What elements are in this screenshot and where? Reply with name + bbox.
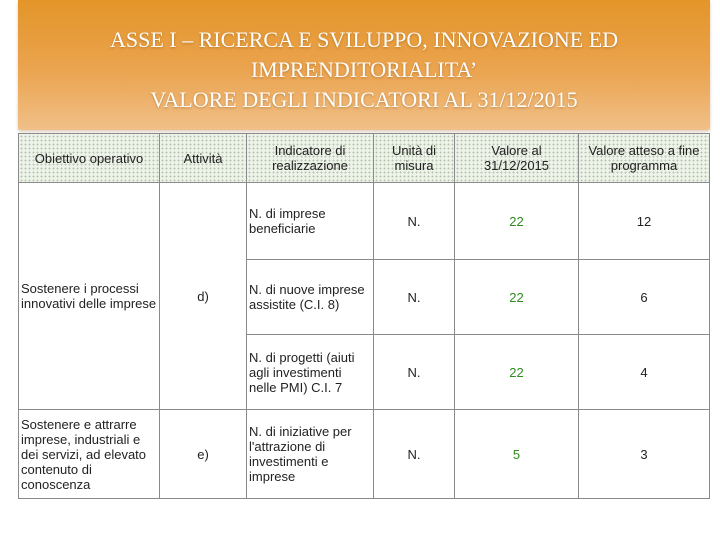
slide-title (18, 25, 710, 115)
header-indicator: Indicatore di realizzazione (247, 134, 374, 183)
header-unit: Unità di misura (374, 134, 455, 183)
expected-cell: 12 (579, 183, 710, 260)
expected-cell: 6 (579, 260, 710, 335)
indicators-table (18, 133, 710, 499)
unit-cell: N. (374, 410, 455, 499)
value-cell: 22 (455, 183, 579, 260)
value-cell: 22 (455, 335, 579, 410)
header-value: Valore al 31/12/2015 (455, 134, 579, 183)
value-cell: 22 (455, 260, 579, 335)
activity-cell: d) (160, 183, 247, 410)
indicator-cell: N. di progetti (aiuti agli investimenti nelle PMI) C.I. 7 (247, 335, 374, 410)
indicator-cell: N. di iniziative per l'attrazione di investimenti e imprese (247, 410, 374, 499)
objective-cell: Sostenere i processi innovativi delle imprese (19, 183, 160, 410)
unit-cell: N. (374, 183, 455, 260)
indicator-cell: N. di nuove imprese assistite (C.I. 8) (247, 260, 374, 335)
value-cell: 5 (455, 410, 579, 499)
table-row (19, 183, 710, 260)
objective-cell: Sostenere e attrarre imprese, industriali e dei servizi, ad elevato contenuto di conoscenza (19, 410, 160, 499)
header-row (19, 134, 710, 183)
title-line-1: ASSE I – RICERCA E SVILUPPO, INNOVAZIONE ED (109, 27, 619, 52)
header-activity: Attività (160, 134, 247, 183)
unit-cell: N. (374, 260, 455, 335)
expected-cell: 3 (579, 410, 710, 499)
indicator-cell: N. di imprese beneficiarie (247, 183, 374, 260)
title-line-3: VALORE DEGLI INDICATORI AL 31/12/2015 (150, 87, 578, 112)
header-objective: Obiettivo operativo (19, 134, 160, 183)
table-row (19, 410, 710, 499)
unit-cell: N. (374, 335, 455, 410)
header-expected: Valore atteso a fine programma (579, 134, 710, 183)
expected-cell: 4 (579, 335, 710, 410)
activity-cell: e) (160, 410, 247, 499)
title-line-2: IMPRENDITORIALITA’ (250, 57, 478, 82)
